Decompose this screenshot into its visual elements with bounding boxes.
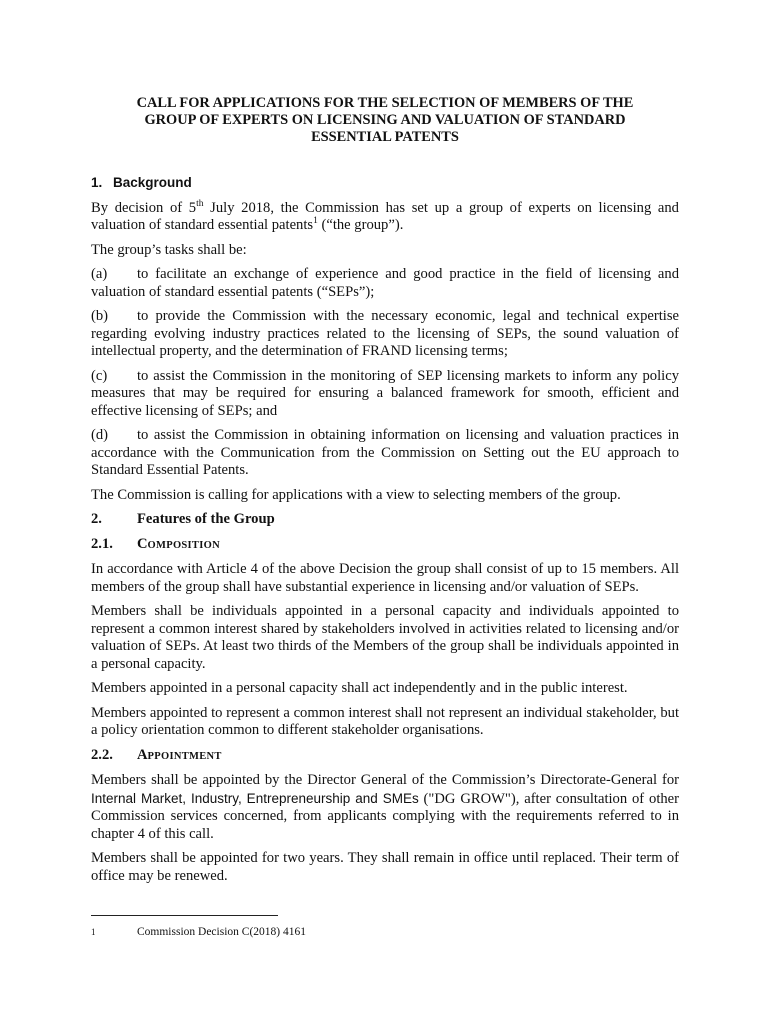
list-item-label: (a) — [91, 266, 108, 282]
section-number: 1. — [91, 175, 103, 190]
list-item — [91, 368, 679, 421]
document-title — [90, 95, 680, 146]
paragraph: In accordance with Article 4 of the above Decision the group shall consist of up to 15 members. All members of the group shall have substantial experience in licensing and/or valuation of SEPs. — [91, 561, 679, 595]
heading-rest: OMPOSITION — [147, 539, 220, 551]
section-heading-features — [91, 511, 679, 529]
footnote — [91, 925, 679, 939]
subsection-number: 2.1. — [91, 535, 113, 552]
title-line: GROUP OF EXPERTS ON LICENSING AND VALUATION OF STANDARD — [144, 112, 626, 128]
list-item — [91, 266, 679, 301]
paragraph: Members appointed to represent a common interest shall not represent an individual stakeholder, but a policy orientation common to different stakeholder organisations. — [91, 704, 679, 738]
heading-rest: PPOINTMENT — [147, 750, 222, 762]
list-item-text: to facilitate an exchange of experience and good practice in the field of licensing and valuation of standard essential patents (“SEPs”); — [91, 266, 679, 300]
text-run: By decision of 5 — [91, 199, 197, 216]
list-item-text: to assist the Commission in obtaining information on licensing and valuation practices in accordance with the Communication from the Commission on Setting out the EU approach to Standard Essential Patents. — [91, 427, 679, 478]
text-run: ("DG GROW"), after consultation of other Commission services concerned, from applicants complying with the requirements referred to in chapter 4 of this call. — [91, 790, 680, 842]
paragraph: The Commission is calling for applications with a view to selecting members of the group. — [91, 486, 621, 503]
footnote-reference[interactable]: 1 — [313, 216, 318, 227]
text-run: (“the group”). — [317, 217, 404, 233]
footnote-text: Commission Decision C(2018) 4161 — [137, 926, 306, 938]
paragraph: Members shall be individuals appointed in a personal capacity and individuals appointed to represent a common interest shared by stakeholders involved in activities related to licensing and/or valuation of SEPs. At least two thirds of the Members of the group shall be individuals appointed in a personal capacity. — [91, 603, 679, 672]
paragraph: Members shall be appointed for two years. They shall remain in office until replaced. Their term of office may be renewed. — [91, 850, 679, 884]
title-line: ESSENTIAL PATENTS — [311, 129, 459, 145]
section-heading-background — [91, 174, 679, 192]
heading-initial: A — [137, 746, 148, 763]
heading-initial: C — [137, 535, 148, 552]
title-line: CALL FOR APPLICATIONS FOR THE SELECTION OF MEMBERS OF THE — [136, 95, 634, 111]
paragraph — [91, 200, 679, 235]
list-item — [91, 427, 679, 480]
paragraph: The group’s tasks shall be: — [91, 241, 247, 258]
superscript: th — [196, 198, 204, 209]
text-run: July 2018, the Commission has set up a group of experts on licensing and valuation of standard essential patents — [91, 199, 679, 233]
list-item — [91, 308, 679, 361]
list-item-label: (b) — [91, 308, 109, 324]
list-item-text: to assist the Commission in the monitoring of SEP licensing markets to inform any policy measures that may be required for ensuring a balanced framework for smooth, efficient and effective licensing of SEPs; and — [91, 367, 679, 419]
list-item-label: (c) — [91, 367, 108, 384]
document-body — [91, 174, 679, 892]
list-item-label: (d) — [91, 427, 109, 443]
footnote-separator — [91, 915, 278, 916]
paragraph: Members appointed in a personal capacity shall act independently and in the public interest. — [91, 680, 628, 696]
subsection-heading-appointment — [91, 747, 679, 766]
subsection-heading-composition — [91, 536, 679, 555]
section-number: 2. — [91, 511, 102, 527]
list-item-text: to provide the Commission with the necessary economic, legal and technical expertise regarding evolving industry practices related to the licensing of SEPs, the sound valuation of intellectual property, and the determination of FRAND licensing terms; — [91, 308, 679, 359]
footnote-number: 1 — [91, 927, 96, 937]
text-run: Internal Market, Industry, Entrepreneurship and SMEs — [91, 790, 419, 806]
paragraph — [91, 772, 679, 843]
section-title: Background — [113, 175, 192, 190]
text-run: Members shall be appointed by the Director General of the Commission’s Directorate-General for — [91, 772, 679, 788]
section-title: Features of the Group — [137, 511, 275, 527]
subsection-number: 2.2. — [91, 746, 113, 763]
